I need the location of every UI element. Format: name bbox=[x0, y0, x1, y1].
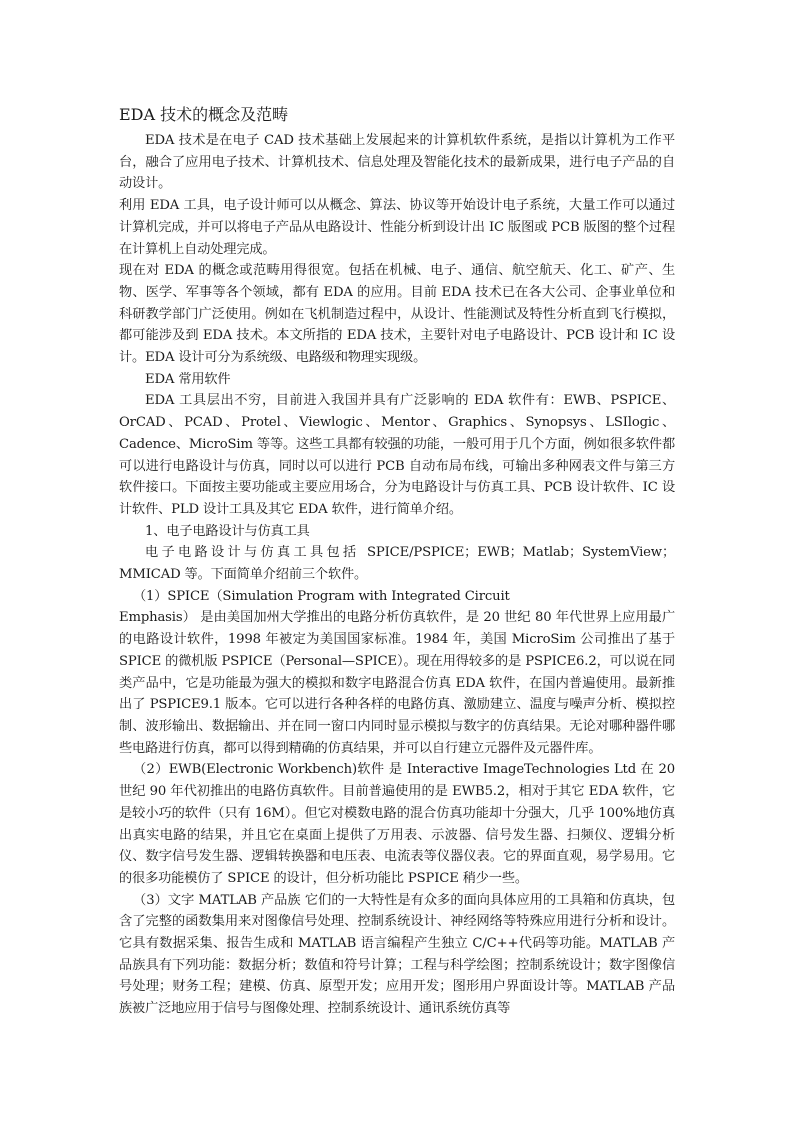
paragraph-intro: EDA 技术是在电子 CAD 技术基础上发展起来的计算机软件系统，是指以计算机为工作平台，融合了应用电子技术、计算机技术、信息处理及智能化技术的最新成果，进行电子产品的自动设计。 bbox=[119, 133, 675, 192]
paragraph-spice-body: Emphasis） 是由美国加州大学推出的电路分析仿真软件，是 20 世纪 80 年代世界上应用最广的电路设计软件，1998 年被定为美国国家标准。1984 年，美国 MicroSim 公司推出了基于 SPICE 的微机版 PSPICE（Personal—SPICE）。现在用得较多的是 PSPICE6.2，可以说在同类产品中，它是功能最为强大的模拟和数字电路混合仿真 EDA 软件，在国内普遍使用。最新推出了 PSPICE9.1 版本。它可以进行各种各样的电路仿真、激励建立、温度与噪声分析、模拟控制、波形输出、数据输出、并在同一窗口内同时显示模拟与数字的仿真结果。无论对哪种器件哪些电路进行仿真，都可以得到精确的仿真结果，并可以自行建立元器件及元器件库。 bbox=[119, 610, 675, 756]
paragraph-eda-tools: 利用 EDA 工具，电子设计师可以从概念、算法、协议等开始设计电子系统，大量工作可以通过计算机完成，并可以将电子产品从电路设计、性能分析到设计出 IC 版图或 PCB 版图的整个过程在计算机上自动处理完成。 bbox=[119, 198, 675, 257]
paragraph-circuit-tools: 电子电路设计与仿真工具包括 SPICE/PSPICE；EWB；Matlab；SystemView；MMICAD 等。下面简单介绍前三个软件。 bbox=[119, 545, 675, 583]
paragraph-eda-scope: 现在对 EDA 的概念或范畴用得很宽。包括在机械、电子、通信、航空航天、化工、矿产、生物、医学、军事等各个领域，都有 EDA 的应用。目前 EDA 技术已在各大公司、企事业单位和科研教学部门广泛使用。例如在飞机制造过程中，从设计、性能测试及特性分析直到飞行模拟，都可能涉及到 EDA 技术。本文所指的 EDA 技术，主要针对电子电路设计、PCB 设计和 IC 设计。EDA 设计可分为系统级、电路级和物理实现级。 bbox=[119, 263, 675, 366]
section-heading-common-software: EDA 常用软件 bbox=[145, 371, 231, 387]
paragraph-spice-heading: （1）SPICE（Simulation Program with Integrated Circuit bbox=[133, 588, 510, 604]
paragraph-software-list: EDA 工具层出不穷，目前进入我国并具有广泛影响的 EDA 软件有：EWB、PSPICE、OrCAD、PCAD、Protel、Viewlogic、Mentor、Graphics、Synopsys、LSIlogic、Cadence、MicroSim 等等。这些工具都有较强的功能，一般可用于几个方面，例如很多软件都可以进行电路设计与仿真，同时以可以进行 PCB 自动布局布线，可输出多种网表文件与第三方软件接口。下面按主要功能或主要应用场合，分为电路设计与仿真工具、PCB 设计软件、IC 设计软件、PLD 设计工具及其它 EDA 软件，进行简单介绍。 bbox=[119, 393, 675, 517]
paragraph-ewb: （2）EWB(Electronic Workbench)软件 是 Interactive ImageTechnologies Ltd 在 20 世纪 90 年代初推出的电路仿真软件。目前普遍使用的是 EWB5.2，相对于其它 EDA 软件，它是较小巧的软件（只有 16M）。但它对模数电路的混合仿真功能却十分强大，几乎 100%地仿真出真实电路的结果，并且它在桌面上提供了万用表、示波器、信号发生器、扫频仪、逻辑分析仪、数字信号发生器、逻辑转换器和电压表、电流表等仪器仪表。它的界面直观，易学易用。它的很多功能模仿了 SPICE 的设计，但分析功能比 PSPICE 稍少一些。 bbox=[119, 762, 675, 886]
paragraph-matlab: （3）文字 MATLAB 产品族 它们的一大特性是有众多的面向具体应用的工具箱和仿真块，包含了完整的函数集用来对图像信号处理、控制系统设计、神经网络等特殊应用进行分析和设计。它具有数据采集、报告生成和 MATLAB 语言编程产生独立 C/C++代码等功能。MATLAB 产品族具有下列功能：数据分析；数值和符号计算；工程与科学绘图；控制系统设计；数字图像信号处理；财务工程；建模、仿真、原型开发；应用开发；图形用户界面设计等。MATLAB 产品族被广泛地应用于信号与图像处理、控制系统设计、通讯系统仿真等 bbox=[119, 892, 675, 1017]
section-heading-circuit-tools: 1、电子电路设计与仿真工具 bbox=[145, 523, 310, 539]
document-page bbox=[119, 102, 675, 1020]
document-title: EDA 技术的概念及范畴 bbox=[119, 105, 289, 124]
